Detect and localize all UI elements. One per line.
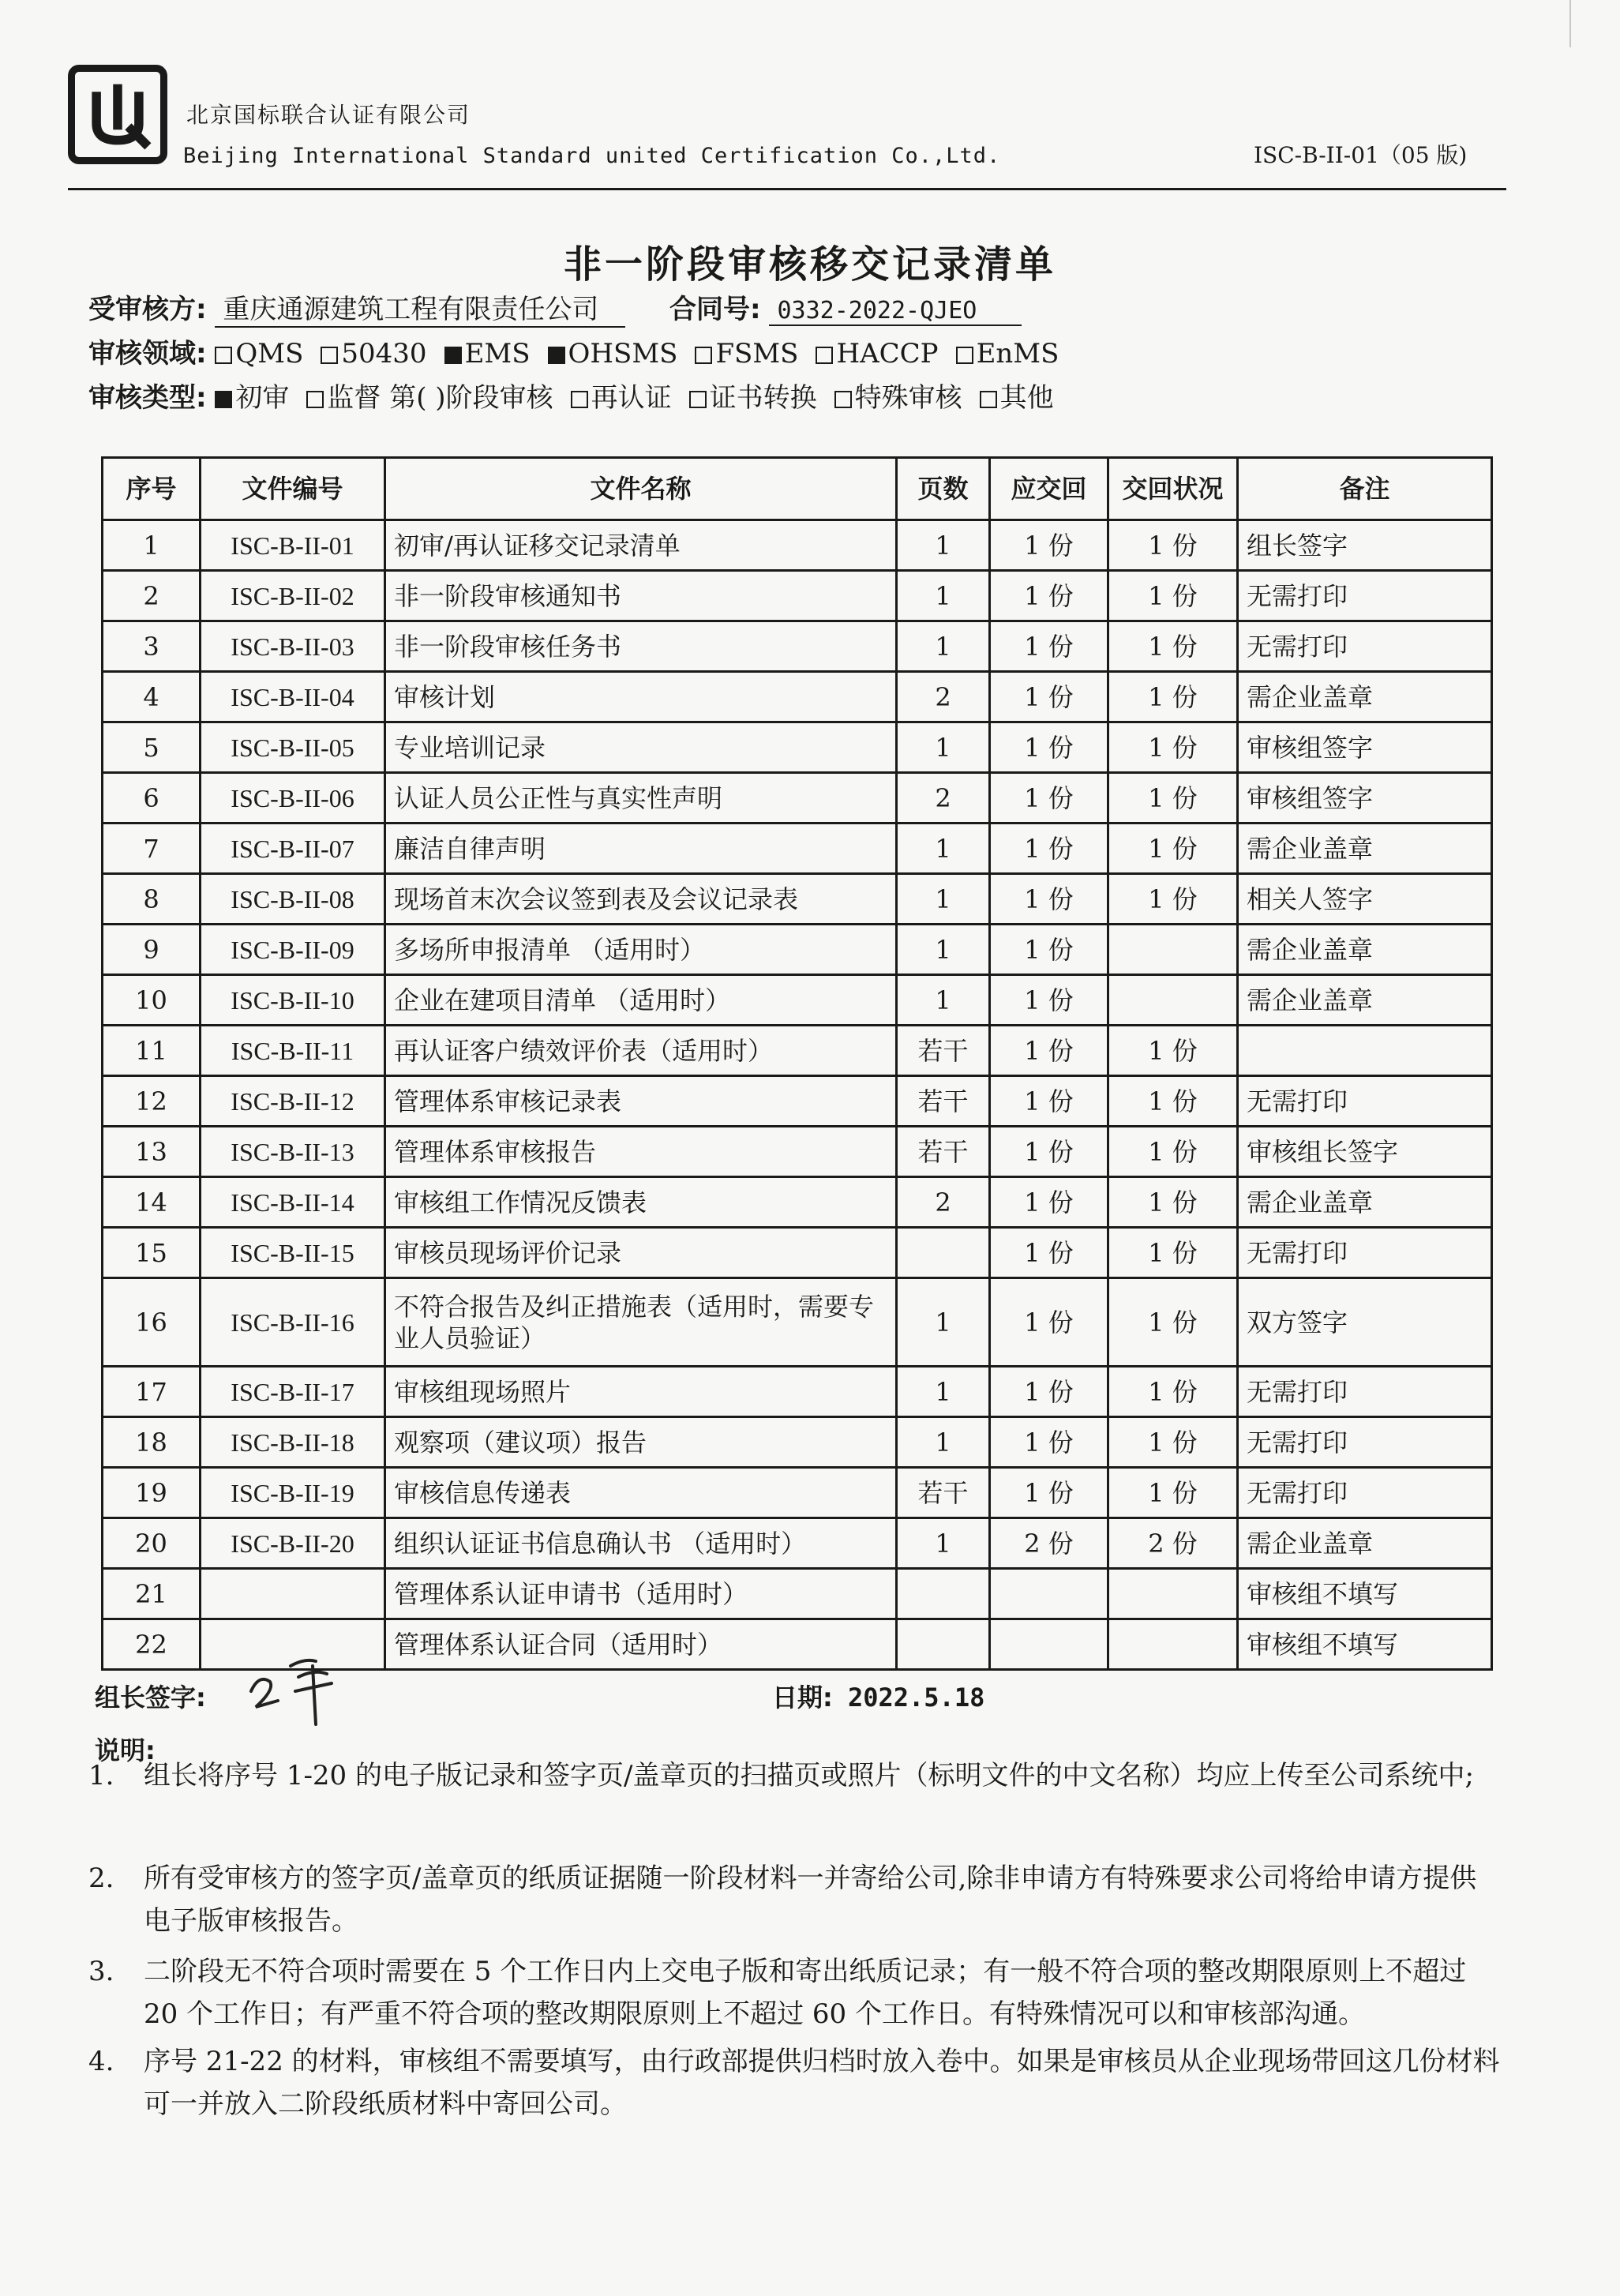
cell-pages: 1 [897, 823, 990, 874]
audit-type-option-label: 特殊审核 [854, 382, 962, 414]
cell-pages: 1 [897, 874, 990, 925]
audit-field-option[interactable] [215, 338, 303, 370]
audit-type-option[interactable] [306, 376, 553, 415]
audit-fields-label: 审核领域: [88, 338, 207, 370]
unchecked-box-icon[interactable] [215, 347, 232, 364]
cell-pages: 1 [897, 975, 990, 1026]
note-number: 1. [88, 1760, 114, 1791]
cell-returned: 1 份 [1108, 520, 1238, 571]
note-text: 二阶段无不符合项时需要在 5 个工作日内上交电子版和寄出纸质记录；有一般不符合项的整改期限原则上不超过 20 个工作日；有严重不符合项的整改期限原则上不超过 60 个工作日。有特殊情况可以和审核部沟通。 [144, 1956, 1467, 2030]
handover-table [101, 456, 1493, 1671]
table-row [103, 1278, 1492, 1367]
table-row [103, 1026, 1492, 1076]
unchecked-box-icon[interactable] [689, 391, 707, 408]
cell-returned: 1 份 [1108, 1468, 1238, 1518]
cell-code: ISC-B-II-01 [201, 520, 385, 571]
audit-fields-line [88, 332, 1076, 370]
cell-name: 审核计划 [385, 672, 897, 722]
contract-label: 合同号: [669, 294, 761, 325]
cell-due: 1 份 [990, 1076, 1108, 1127]
cell-returned: 1 份 [1108, 571, 1238, 621]
cell-no: 11 [103, 1026, 201, 1076]
unchecked-box-icon[interactable] [571, 391, 588, 408]
cell-note: 无需打印 [1238, 1228, 1492, 1278]
cell-code: ISC-B-II-02 [201, 571, 385, 621]
table-row [103, 621, 1492, 672]
cell-name: 审核信息传递表 [385, 1468, 897, 1518]
auditee-line [88, 287, 1022, 328]
cell-due [990, 1569, 1108, 1619]
cell-due: 1 份 [990, 621, 1108, 672]
audit-field-option[interactable] [956, 338, 1059, 370]
cell-name: 不符合报告及纠正措施表（适用时，需要专业人员验证） [385, 1278, 897, 1367]
date-row [772, 1678, 984, 1714]
note-item [88, 1950, 1502, 2035]
col-header-returned: 交回状况 [1108, 458, 1238, 520]
table-row [103, 1076, 1492, 1127]
checked-box-icon[interactable] [444, 347, 462, 364]
cell-due: 1 份 [990, 1417, 1108, 1468]
cell-due: 1 份 [990, 1177, 1108, 1228]
cell-code: ISC-B-II-06 [201, 773, 385, 823]
unchecked-box-icon[interactable] [306, 391, 324, 408]
cell-code: ISC-B-II-19 [201, 1468, 385, 1518]
cell-name: 企业在建项目清单 （适用时） [385, 975, 897, 1026]
cell-due: 1 份 [990, 874, 1108, 925]
cell-pages: 1 [897, 1367, 990, 1417]
cell-code: ISC-B-II-20 [201, 1518, 385, 1569]
note-number: 2. [88, 1863, 114, 1894]
audit-field-option[interactable] [321, 338, 426, 370]
cell-returned [1108, 925, 1238, 975]
table-row [103, 874, 1492, 925]
cell-note: 无需打印 [1238, 1417, 1492, 1468]
cell-name: 初审/再认证移交记录清单 [385, 520, 897, 571]
date-value: 2022.5.18 [847, 1683, 985, 1713]
audit-type-option[interactable] [689, 376, 817, 415]
cell-no: 6 [103, 773, 201, 823]
cell-name: 认证人员公正性与真实性声明 [385, 773, 897, 823]
cell-note: 需企业盖章 [1238, 672, 1492, 722]
checked-box-icon[interactable] [215, 391, 232, 408]
col-header-name: 文件名称 [385, 458, 897, 520]
cell-due: 1 份 [990, 1278, 1108, 1367]
cell-note: 无需打印 [1238, 1076, 1492, 1127]
cell-name: 审核组工作情况反馈表 [385, 1177, 897, 1228]
cell-returned [1108, 1619, 1238, 1670]
cell-note: 需企业盖章 [1238, 1518, 1492, 1569]
unchecked-box-icon[interactable] [321, 347, 338, 364]
cell-pages: 1 [897, 925, 990, 975]
audit-type-option-label: 初审 [235, 382, 290, 414]
audit-field-option[interactable] [548, 338, 678, 370]
date-label: 日期: [772, 1683, 833, 1713]
cell-no: 16 [103, 1278, 201, 1367]
cell-no: 15 [103, 1228, 201, 1278]
cell-no: 22 [103, 1619, 201, 1670]
cell-returned [1108, 1569, 1238, 1619]
table-row [103, 571, 1492, 621]
table-row [103, 1518, 1492, 1569]
cell-pages [897, 1228, 990, 1278]
audit-type-option-label: 监督 第( )阶段审核 [327, 382, 553, 414]
auditee-value: 重庆通源建筑工程有限责任公司 [215, 287, 625, 328]
cell-returned: 2 份 [1108, 1518, 1238, 1569]
cell-name: 多场所申报清单 （适用时） [385, 925, 897, 975]
cell-no: 17 [103, 1367, 201, 1417]
col-header-pages: 页数 [897, 458, 990, 520]
cell-due: 1 份 [990, 722, 1108, 773]
cell-returned: 1 份 [1108, 672, 1238, 722]
cell-due: 2 份 [990, 1518, 1108, 1569]
cell-no: 1 [103, 520, 201, 571]
audit-field-option[interactable] [695, 338, 798, 370]
cell-no: 18 [103, 1417, 201, 1468]
cell-pages [897, 1569, 990, 1619]
col-header-note: 备注 [1238, 458, 1492, 520]
unchecked-box-icon[interactable] [834, 391, 852, 408]
cell-code: ISC-B-II-14 [201, 1177, 385, 1228]
cell-returned: 1 份 [1108, 1177, 1238, 1228]
cell-name: 观察项（建议项）报告 [385, 1417, 897, 1468]
cell-due: 1 份 [990, 571, 1108, 621]
cell-due: 1 份 [990, 1367, 1108, 1417]
cell-no: 8 [103, 874, 201, 925]
cell-returned: 1 份 [1108, 1417, 1238, 1468]
header-divider [68, 188, 1506, 190]
handwritten-signature [243, 1642, 354, 1729]
company-logo [68, 65, 167, 164]
cell-due: 1 份 [990, 1026, 1108, 1076]
cell-code: ISC-B-II-17 [201, 1367, 385, 1417]
cell-no: 2 [103, 571, 201, 621]
cell-code: ISC-B-II-15 [201, 1228, 385, 1278]
cell-pages: 1 [897, 1278, 990, 1367]
audit-type-option[interactable] [980, 376, 1054, 415]
cell-note: 审核组签字 [1238, 722, 1492, 773]
cell-pages: 1 [897, 520, 990, 571]
note-number: 3. [88, 1956, 114, 1987]
cell-returned: 1 份 [1108, 1127, 1238, 1177]
cell-returned: 1 份 [1108, 722, 1238, 773]
audit-field-option-label: OHSMS [568, 338, 678, 370]
cell-due [990, 1619, 1108, 1670]
cell-pages: 2 [897, 672, 990, 722]
note-text: 序号 21-22 的材料，审核组不需要填写，由行政部提供归档时放入卷中。如果是审核员从企业现场带回这几份材料可一并放入二阶段纸质材料中寄回公司。 [144, 2046, 1500, 2120]
audit-field-option[interactable] [444, 338, 531, 370]
table-row [103, 1367, 1492, 1417]
col-header-due: 应交回 [990, 458, 1108, 520]
cell-due: 1 份 [990, 672, 1108, 722]
note-item [88, 1857, 1502, 1942]
cell-returned: 1 份 [1108, 1278, 1238, 1367]
cell-code: ISC-B-II-09 [201, 925, 385, 975]
audit-field-option-label: QMS [235, 338, 304, 370]
scan-edge-line [1569, 0, 1571, 47]
table-row [103, 925, 1492, 975]
cell-note: 需企业盖章 [1238, 823, 1492, 874]
table-row [103, 722, 1492, 773]
cell-no: 13 [103, 1127, 201, 1177]
cell-code: ISC-B-II-08 [201, 874, 385, 925]
cell-note: 审核组不填写 [1238, 1569, 1492, 1619]
cell-note: 无需打印 [1238, 1367, 1492, 1417]
cell-name: 廉洁自律声明 [385, 823, 897, 874]
cell-code: ISC-B-II-04 [201, 672, 385, 722]
cell-code: ISC-B-II-13 [201, 1127, 385, 1177]
cell-note: 审核组签字 [1238, 773, 1492, 823]
cell-returned: 1 份 [1108, 874, 1238, 925]
cell-note [1238, 1026, 1492, 1076]
company-name-en: Beijing International Standard united Certification Co.,Ltd. [183, 144, 1001, 168]
cell-note: 无需打印 [1238, 1468, 1492, 1518]
cell-returned: 1 份 [1108, 1026, 1238, 1076]
audit-field-option-label: 50430 [341, 338, 427, 370]
cell-no: 20 [103, 1518, 201, 1569]
table-row [103, 520, 1492, 571]
cell-code: ISC-B-II-16 [201, 1278, 385, 1367]
cell-note: 审核组不填写 [1238, 1619, 1492, 1670]
note-item [88, 1754, 1502, 1797]
cell-note: 需企业盖章 [1238, 975, 1492, 1026]
cell-no: 12 [103, 1076, 201, 1127]
cell-no: 5 [103, 722, 201, 773]
cell-no: 4 [103, 672, 201, 722]
cell-code: ISC-B-II-18 [201, 1417, 385, 1468]
audit-type-label: 审核类型: [88, 382, 207, 414]
cell-note: 无需打印 [1238, 571, 1492, 621]
cell-name: 非一阶段审核通知书 [385, 571, 897, 621]
table-row [103, 1228, 1492, 1278]
cell-name: 管理体系审核报告 [385, 1127, 897, 1177]
table-row [103, 1177, 1492, 1228]
unchecked-box-icon[interactable] [956, 347, 973, 364]
cell-pages: 若干 [897, 1076, 990, 1127]
note-text: 所有受审核方的签字页/盖章页的纸质证据随一阶段材料一并寄给公司,除非申请方有特殊要求公司将给申请方提供电子版审核报告。 [144, 1863, 1477, 1937]
audit-type-option[interactable] [571, 376, 672, 415]
cell-name: 专业培训记录 [385, 722, 897, 773]
cell-returned: 1 份 [1108, 1367, 1238, 1417]
cell-note: 需企业盖章 [1238, 1177, 1492, 1228]
contract-value: 0332-2022-QJEO [769, 297, 1022, 326]
table-row [103, 773, 1492, 823]
company-name-cn: 北京国标联合认证有限公司 [186, 102, 471, 128]
cell-note: 双方签字 [1238, 1278, 1492, 1367]
audit-field-option-label: FSMS [715, 338, 799, 370]
audit-field-option[interactable] [816, 338, 938, 370]
leader-sign-label: 组长签字: [95, 1683, 206, 1713]
cell-due: 1 份 [990, 1468, 1108, 1518]
cell-pages: 1 [897, 1417, 990, 1468]
unchecked-box-icon[interactable] [695, 347, 712, 364]
audit-type-option-label: 证书转换 [709, 382, 817, 414]
cell-pages: 2 [897, 773, 990, 823]
cell-name: 现场首末次会议签到表及会议记录表 [385, 874, 897, 925]
cell-pages: 1 [897, 1518, 990, 1569]
unchecked-box-icon[interactable] [980, 391, 997, 408]
cell-due: 1 份 [990, 925, 1108, 975]
cell-pages: 若干 [897, 1026, 990, 1076]
note-text: 组长将序号 1-20 的电子版记录和签字页/盖章页的扫描页或照片（标明文件的中文名称）均应上传至公司系统中; [144, 1760, 1474, 1791]
cell-pages: 1 [897, 722, 990, 773]
auditee-label: 受审核方: [88, 294, 207, 325]
cell-pages: 1 [897, 571, 990, 621]
cell-name: 管理体系审核记录表 [385, 1076, 897, 1127]
cell-note: 审核组长签字 [1238, 1127, 1492, 1177]
cell-code: ISC-B-II-10 [201, 975, 385, 1026]
table-row [103, 672, 1492, 722]
cell-pages: 1 [897, 621, 990, 672]
cell-due: 1 份 [990, 823, 1108, 874]
notes-label: 说明: [95, 1735, 156, 1765]
audit-type-line [88, 376, 1071, 415]
cell-name: 审核组现场照片 [385, 1367, 897, 1417]
cell-name: 组织认证证书信息确认书 （适用时） [385, 1518, 897, 1569]
cell-pages: 若干 [897, 1468, 990, 1518]
table-row [103, 823, 1492, 874]
cell-code: ISC-B-II-11 [201, 1026, 385, 1076]
cell-code: ISC-B-II-03 [201, 621, 385, 672]
unchecked-box-icon[interactable] [816, 347, 833, 364]
cell-code: ISC-B-II-07 [201, 823, 385, 874]
table-row [103, 1569, 1492, 1619]
audit-field-option-label: HACCP [836, 338, 939, 370]
cell-note: 组长签字 [1238, 520, 1492, 571]
cell-no: 9 [103, 925, 201, 975]
audit-type-option-label: 再认证 [591, 382, 672, 414]
cell-name: 管理体系认证合同（适用时） [385, 1619, 897, 1670]
cell-pages: 2 [897, 1177, 990, 1228]
cell-name: 再认证客户绩效评价表（适用时） [385, 1026, 897, 1076]
cell-note: 无需打印 [1238, 621, 1492, 672]
note-number: 4. [88, 2046, 114, 2077]
cell-note: 相关人签字 [1238, 874, 1492, 925]
cell-due: 1 份 [990, 975, 1108, 1026]
cell-no: 3 [103, 621, 201, 672]
form-code: ISC-B-II-01（05 版) [1254, 142, 1468, 168]
cell-code [201, 1569, 385, 1619]
cell-pages: 若干 [897, 1127, 990, 1177]
table-header-row [103, 458, 1492, 520]
cell-due: 1 份 [990, 773, 1108, 823]
cell-due: 1 份 [990, 520, 1108, 571]
cell-no: 19 [103, 1468, 201, 1518]
cell-due: 1 份 [990, 1228, 1108, 1278]
cell-returned: 1 份 [1108, 823, 1238, 874]
table-row [103, 1127, 1492, 1177]
cell-pages [897, 1619, 990, 1670]
col-header-code: 文件编号 [201, 458, 385, 520]
cell-no: 14 [103, 1177, 201, 1228]
cell-name: 非一阶段审核任务书 [385, 621, 897, 672]
table-row [103, 1417, 1492, 1468]
cell-returned [1108, 975, 1238, 1026]
note-item [88, 2040, 1502, 2125]
cell-name: 管理体系认证申请书（适用时） [385, 1569, 897, 1619]
cell-no: 21 [103, 1569, 201, 1619]
cell-no: 10 [103, 975, 201, 1026]
cell-returned: 1 份 [1108, 621, 1238, 672]
cell-returned: 1 份 [1108, 1228, 1238, 1278]
audit-type-option-label: 其他 [999, 382, 1054, 414]
audit-type-option[interactable] [834, 376, 962, 415]
cell-note: 需企业盖章 [1238, 925, 1492, 975]
cell-code: ISC-B-II-12 [201, 1076, 385, 1127]
cell-no: 7 [103, 823, 201, 874]
col-header-no: 序号 [103, 458, 201, 520]
cell-due: 1 份 [990, 1127, 1108, 1177]
cell-returned: 1 份 [1108, 773, 1238, 823]
table-row [103, 1468, 1492, 1518]
table-row [103, 975, 1492, 1026]
page-title: 非一阶段审核移交记录清单 [563, 242, 1056, 287]
audit-type-option[interactable] [215, 376, 289, 415]
checked-box-icon[interactable] [548, 347, 565, 364]
logo-mark-icon [80, 77, 156, 152]
audit-field-option-label: EnMS [976, 338, 1059, 370]
cell-code: ISC-B-II-05 [201, 722, 385, 773]
audit-field-option-label: EMS [464, 338, 531, 370]
cell-name: 审核员现场评价记录 [385, 1228, 897, 1278]
cell-returned: 1 份 [1108, 1076, 1238, 1127]
